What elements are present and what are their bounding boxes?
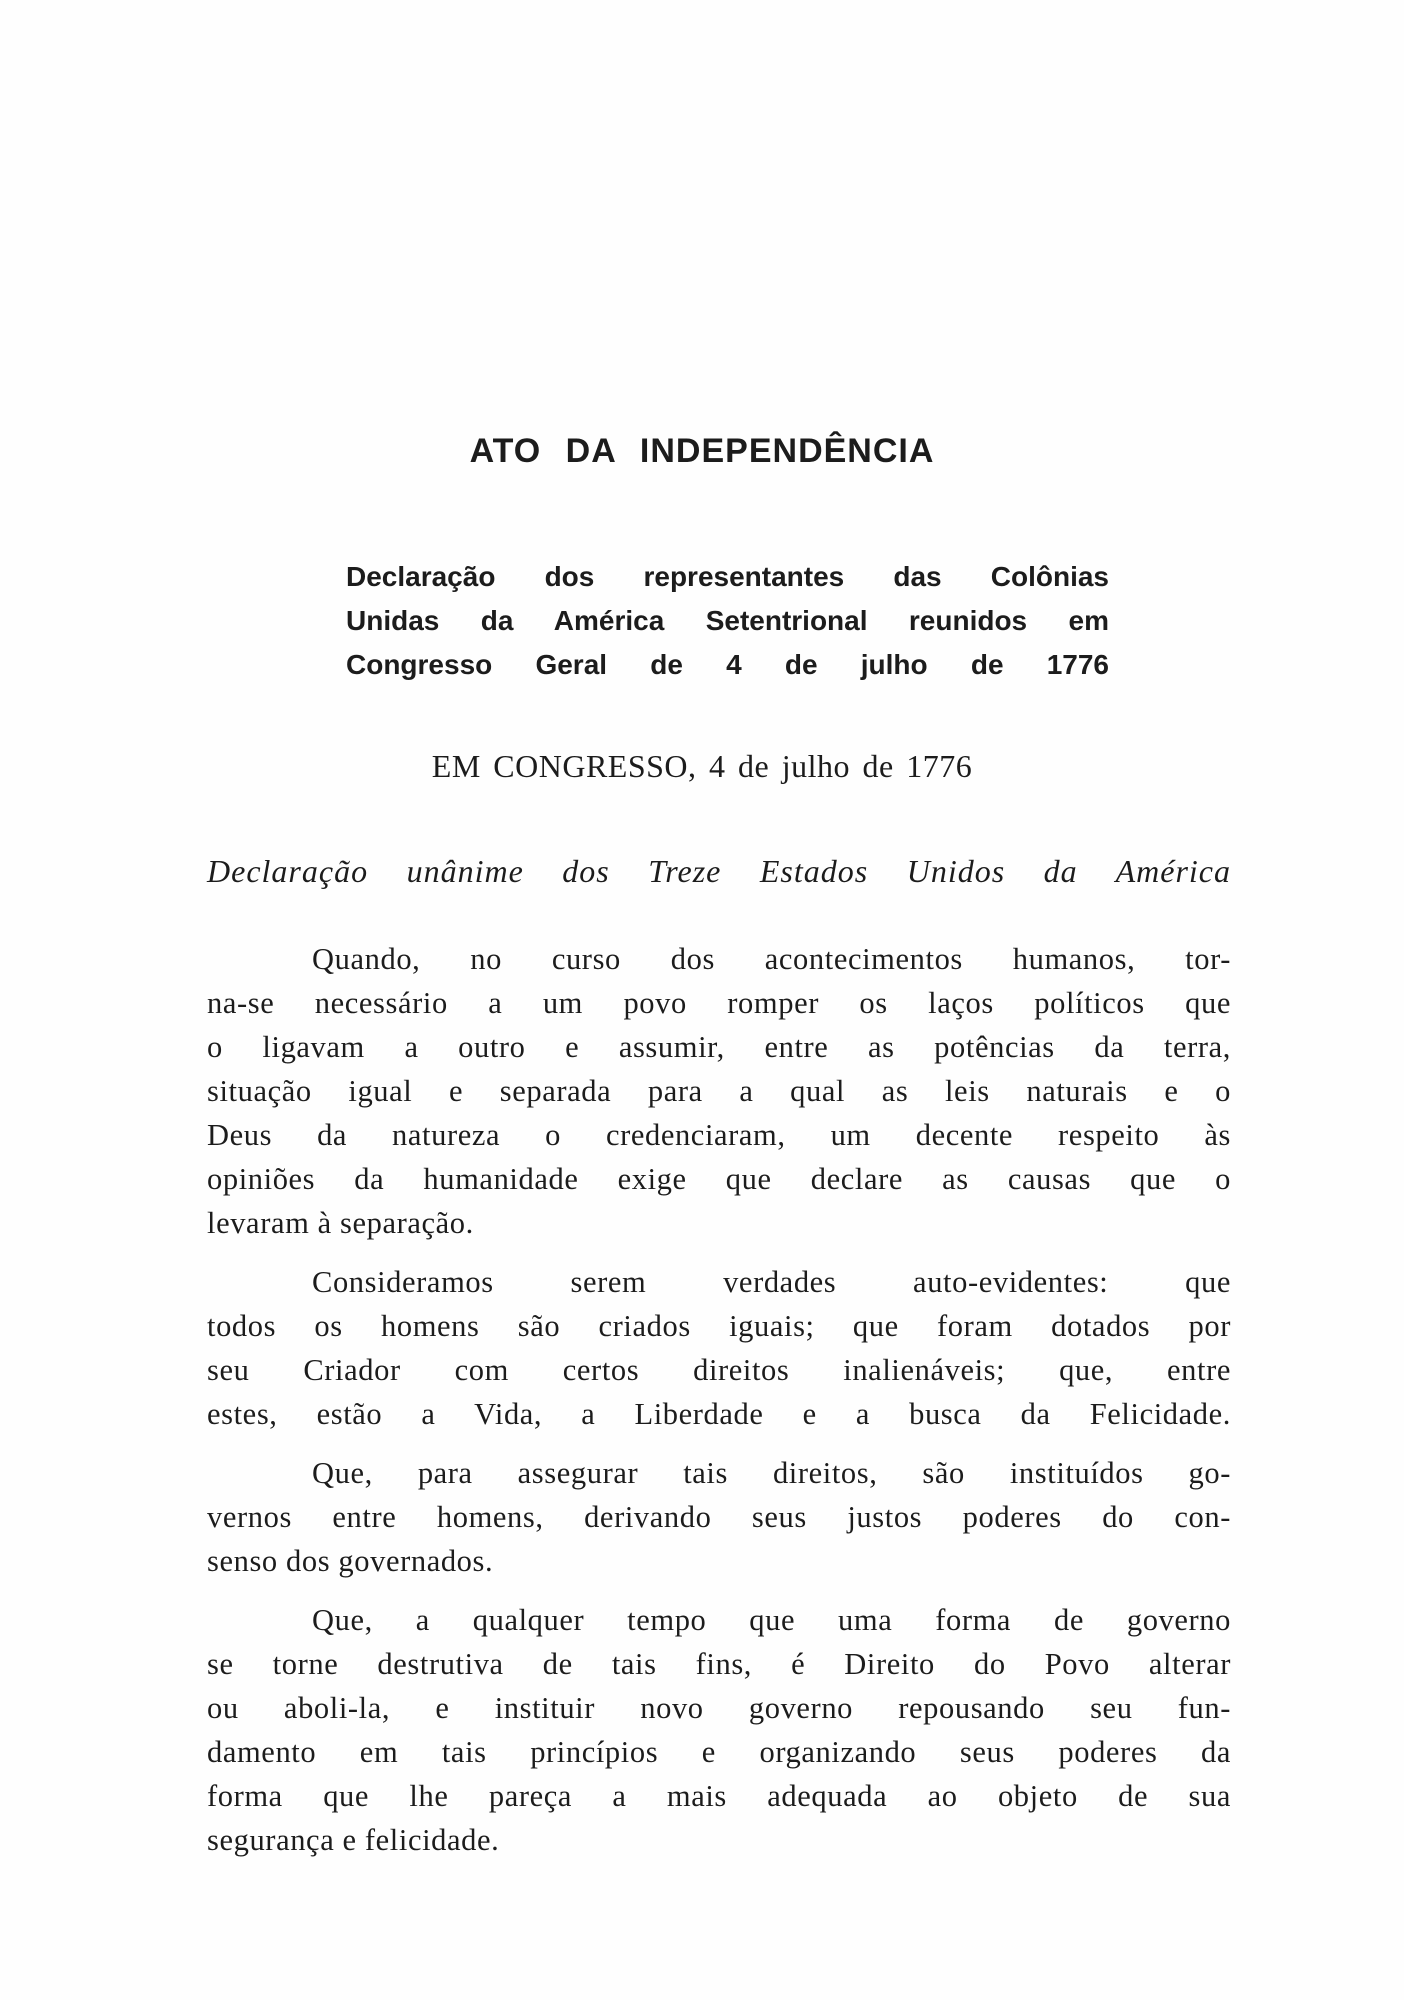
document-title: ATO DA INDEPENDÊNCIA — [469, 432, 935, 470]
text-line: Que, a qualquer tempo que uma forma de governo — [312, 1603, 1231, 1637]
subtitle-line: Declaração dos representantes das Colônias — [346, 561, 1109, 592]
text-line: segurança e felicidade. — [207, 1823, 500, 1857]
body-paragraph — [207, 1451, 1231, 1583]
text-line: damento em tais princípios e organizando seus poderes da — [207, 1735, 1231, 1769]
text-line: estes, estão a Vida, a Liberdade e a busca da Felicidade. — [207, 1397, 1231, 1431]
congress-date-line: EM CONGRESSO, 4 de julho de 1776 — [431, 748, 973, 784]
text-line: Que, para assegurar tais direitos, são instituídos go- — [312, 1456, 1231, 1490]
text-line: levaram à separação. — [207, 1206, 474, 1240]
body-paragraph — [207, 1260, 1231, 1436]
subtitle-line: Unidas da América Setentrional reunidos em — [346, 605, 1109, 636]
text-line: todos os homens são criados iguais; que foram dotados por — [207, 1309, 1231, 1343]
text-line: vernos entre homens, derivando seus justos poderes do con- — [207, 1500, 1231, 1534]
text-line: Deus da natureza o credenciaram, um decente respeito às — [207, 1118, 1231, 1152]
document-subtitle — [346, 555, 1109, 687]
body-paragraph — [207, 1598, 1231, 1862]
text-line: na-se necessário a um povo romper os laços políticos que — [207, 986, 1231, 1020]
document-body — [207, 937, 1231, 1877]
text-line: forma que lhe pareça a mais adequada ao objeto de sua — [207, 1779, 1231, 1813]
subtitle-line: Congresso Geral de 4 de julho de 1776 — [346, 649, 1109, 680]
text-line: seu Criador com certos direitos inalienáveis; que, entre — [207, 1353, 1231, 1387]
text-line: Quando, no curso dos acontecimentos humanos, tor- — [312, 942, 1231, 976]
unanimous-declaration-heading: Declaração unânime dos Treze Estados Unidos da América — [207, 853, 1231, 889]
body-paragraph — [207, 937, 1231, 1245]
text-line: o ligavam a outro e assumir, entre as potências da terra, — [207, 1030, 1231, 1064]
text-line: opiniões da humanidade exige que declare as causas que o — [207, 1162, 1231, 1196]
text-line: Consideramos serem verdades auto-evidentes: que — [312, 1265, 1231, 1299]
text-line: situação igual e separada para a qual as leis naturais e o — [207, 1074, 1231, 1108]
text-line: senso dos governados. — [207, 1544, 494, 1578]
text-line: se torne destrutiva de tais fins, é Direito do Povo alterar — [207, 1647, 1231, 1681]
text-line: ou aboli-la, e instituir novo governo repousando seu fun- — [207, 1691, 1231, 1725]
